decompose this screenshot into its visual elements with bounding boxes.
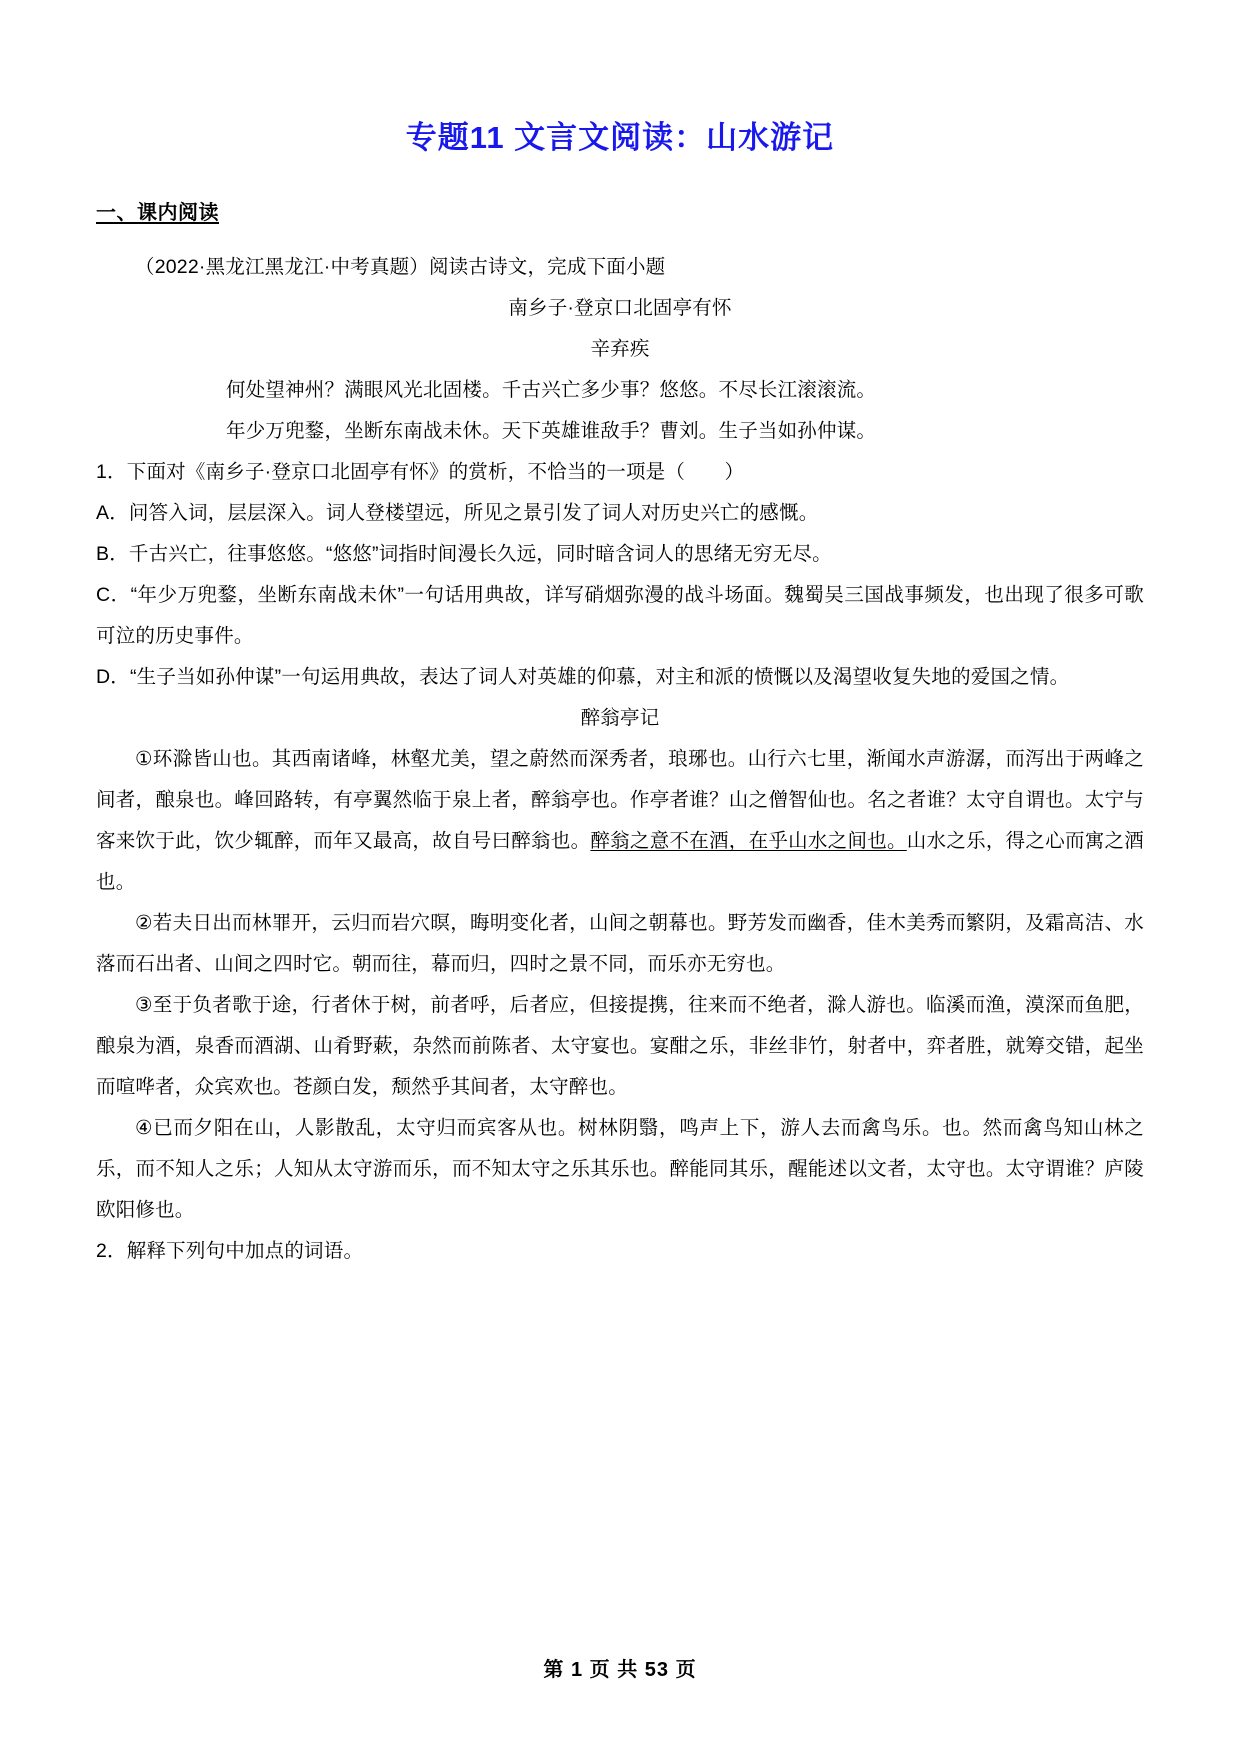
- page-footer: 第 1 页 共 53 页: [543, 1659, 697, 1681]
- passage-paragraph-1: [96, 739, 1144, 903]
- passage-title: 醉翁亭记: [580, 707, 660, 730]
- passage-paragraph-1-part-1: ①环滁皆山也。其西南诸峰，林壑尤美，望之蔚然而深秀者，琅琊也。山行六七里，渐闻水声游潺，而泻出于两峰之间者，酿泉也。峰回路转，有亭翼然临于泉上者，醉翁亭也。作亭者谁？山之僧智仙也。名之者谁？太守自谓也。太宁与客来饮于此，饮少辄醉，而年又最高，故自号曰醉翁也。: [96, 748, 1144, 853]
- question-1-stem: 1．下面对《南乡子·登京口北固亭有怀》的赏析，不恰当的一项是（ ）: [96, 461, 745, 484]
- question-1-option-c: C．“年少万兜鍪，坐断东南战未休”一句话用典故，详写硝烟弥漫的战斗场面。魏蜀吴三国战事频发，也出现了很多可歌可泣的历史事件。: [96, 584, 1144, 648]
- passage-paragraph-1-part-3: 山水之乐，得之心而寓之酒也。: [96, 830, 1145, 894]
- exam-source-line: （2022·黑龙江黑龙江·中考真题）阅读古诗文，完成下面小题: [135, 256, 666, 279]
- question-1-option-a: A．问答入词，层层深入。词人登楼望远，所见之景引发了词人对历史兴亡的感慨。: [96, 502, 819, 525]
- question-1-option-b: B．千古兴亡，往事悠悠。“悠悠”词指时间漫长久远，同时暗含词人的思绪无穷无尽。: [96, 543, 832, 566]
- question-2-stem: 2．解释下列句中加点的词语。: [96, 1240, 364, 1263]
- passage-paragraph-3: ③至于负者歌于途，行者休于树，前者呼，后者应，但接提携，往来而不绝者，滁人游也。临溪而渔，漠深而鱼肥，酿泉为酒，泉香而酒湖、山肴野蔌，杂然而前陈者、太守宴也。宴酣之乐，非丝非竹，射者中，弈者胜，就筹交错，起坐而喧哗者，众宾欢也。苍颜白发，颓然乎其间者，太守醉也。: [96, 994, 1144, 1099]
- page-title: 专题11 文言文阅读：山水游记: [405, 120, 835, 155]
- question-1-option-d: D．“生子当如孙仲谋”一句运用典故，表达了词人对英雄的仰慕，对主和派的愤慨以及渴望收复失地的爱国之情。: [96, 666, 1070, 689]
- passage-paragraph-2: ②若夫日出而林罪开，云归而岩穴暝，晦明变化者，山间之朝幕也。野芳发而幽香，佳木美秀而繁阴，及霜高洁、水落而石出者、山间之四时它。朝而往，幕而归，四时之景不同，而乐亦无穷也。: [96, 912, 1144, 976]
- poem-title: 南乡子·登京口北固亭有怀: [508, 297, 732, 320]
- passage-paragraph-1-underlined: 醉翁之意不在酒，在乎山水之间也。: [590, 830, 907, 853]
- section-heading: 一、课内阅读: [96, 202, 219, 225]
- poem-line-1: 何处望神州？满眼风光北固楼。千古兴亡多少事？悠悠。不尽长江滚滚流。: [226, 379, 877, 402]
- poem-line-2: 年少万兜鍪，坐断东南战未休。天下英雄谁敌手？曹刘。生子当如孙仲谋。: [226, 420, 877, 443]
- poem-author: 辛弃疾: [590, 338, 650, 361]
- passage-paragraph-4: ④已而夕阳在山，人影散乱，太守归而宾客从也。树林阴翳，鸣声上下，游人去而禽鸟乐。也。然而禽鸟知山林之乐，而不知人之乐；人知从太守游而乐，而不知太守之乐其乐也。醉能同其乐，醒能述以文者，太守也。太守谓谁？庐陵欧阳修也。: [96, 1117, 1144, 1222]
